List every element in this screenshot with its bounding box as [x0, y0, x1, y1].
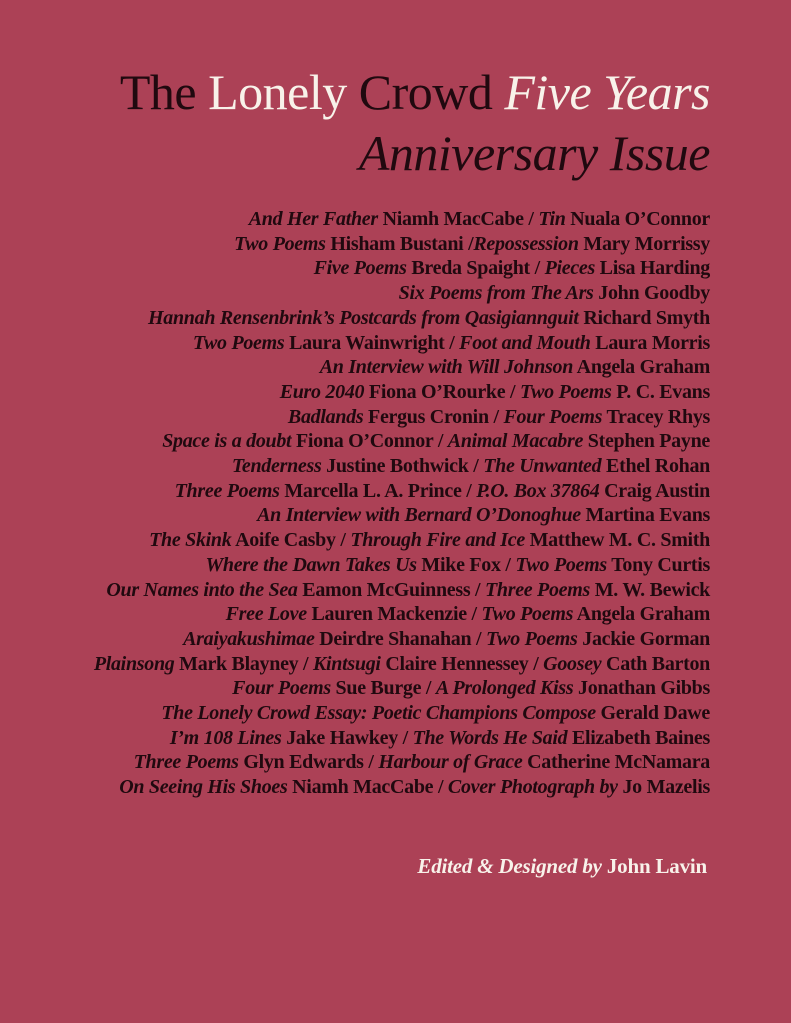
- toc-line: [20, 750, 710, 775]
- work-title: Euro 2040: [279, 380, 365, 403]
- work-title: Araiyakushimae: [183, 627, 315, 650]
- author-name: Stephen Payne: [583, 430, 710, 453]
- work-title: Where the Dawn Takes Us: [205, 553, 417, 576]
- author-name: Ethel Rohan: [601, 455, 710, 478]
- toc-line: [20, 701, 710, 726]
- author-name: P. C. Evans: [611, 380, 710, 403]
- toc-line: [20, 207, 710, 232]
- work-title: I’m 108 Lines: [169, 726, 282, 749]
- toc-line: [20, 405, 710, 430]
- toc-line: [20, 331, 710, 356]
- author-name: Matthew M. C. Smith: [524, 529, 710, 552]
- work-title: Four Poems: [232, 677, 331, 700]
- work-title: The Unwanted: [483, 455, 602, 478]
- work-title: Six Poems from The Ars: [398, 282, 594, 305]
- work-title: Three Poems: [484, 578, 590, 601]
- title-segment-italic: Five Years: [504, 64, 710, 120]
- author-name: Jonathan Gibbs: [573, 677, 710, 700]
- author-name: Sue Burge /: [330, 677, 436, 700]
- work-title: Animal Macabre: [447, 430, 584, 453]
- work-title: Two Poems: [515, 553, 607, 576]
- toc-line: [20, 256, 710, 281]
- author-name: Claire Hennessey /: [380, 652, 544, 675]
- author-name: Jo Mazelis: [617, 776, 710, 799]
- work-title: Tenderness: [231, 455, 322, 478]
- toc-line: [20, 553, 710, 578]
- author-name: Hisham Bustani /: [325, 232, 474, 255]
- author-name: Angela Graham: [573, 603, 710, 626]
- author-name: Laura Wainwright /: [284, 331, 460, 354]
- author-name: Aoife Casby /: [231, 529, 351, 552]
- work-title: Foot and Mouth: [459, 331, 591, 354]
- work-title: Cover Photograph by: [447, 776, 618, 799]
- toc-line: [20, 479, 710, 504]
- author-name: Tracey Rhys: [602, 405, 710, 428]
- author-name: Niamh MacCabe /: [377, 208, 539, 230]
- author-name: Fiona O’Rourke /: [364, 380, 520, 403]
- work-title: P.O. Box 37864: [476, 479, 600, 502]
- work-title: The Lonely Crowd Essay: Poetic Champions Compose: [161, 702, 596, 725]
- work-title: Badlands: [287, 405, 364, 428]
- toc-line: [20, 578, 710, 603]
- title-line-1: [0, 62, 710, 123]
- author-name: Gerald Dawe: [595, 702, 710, 725]
- work-title: Hannah Rensenbrink’s Postcards from Qasigiannguit: [148, 306, 579, 329]
- work-title: Harbour of Grace: [378, 751, 523, 774]
- work-title: Plainsong: [93, 652, 175, 675]
- author-name: Cath Barton: [601, 652, 710, 675]
- author-name: Fiona O’Connor /: [291, 430, 448, 453]
- author-name: John Goodby: [593, 282, 710, 305]
- toc-line: [20, 726, 710, 751]
- title-segment: Crowd: [358, 64, 505, 120]
- work-title: An Interview with Will Johnson: [319, 356, 574, 379]
- author-name: Breda Spaight /: [406, 257, 545, 280]
- author-name: Angela Graham: [573, 356, 710, 379]
- author-name: Jackie Gorman: [577, 627, 710, 650]
- work-title: Pieces: [544, 257, 595, 280]
- work-title: Three Poems: [174, 479, 280, 502]
- table-of-contents: [20, 207, 710, 800]
- work-title: Three Poems: [133, 751, 239, 774]
- credit-line: [0, 854, 707, 879]
- work-title: Tin: [538, 208, 566, 230]
- work-title: Two Poems: [519, 380, 612, 403]
- author-name: Tony Curtis: [606, 553, 710, 576]
- work-title: Space is a doubt: [162, 430, 292, 453]
- author-name: Deirdre Shanahan /: [314, 627, 486, 650]
- author-name: Richard Smyth: [578, 306, 710, 329]
- toc-line: [20, 380, 710, 405]
- cover-title: [0, 62, 710, 184]
- author-name: Niamh MacCabe /: [287, 776, 448, 799]
- work-title: On Seeing His Shoes: [119, 776, 288, 799]
- author-name: Nuala O’Connor: [565, 208, 710, 230]
- author-name: Marcella L. A. Prince /: [279, 479, 477, 502]
- toc-line: [20, 652, 710, 677]
- title-line-2: [0, 123, 710, 184]
- toc-line: [20, 306, 710, 331]
- author-name: Justine Bothwick /: [321, 455, 484, 478]
- title-segment: Lonely: [208, 64, 359, 120]
- toc-line: [20, 355, 710, 380]
- work-title: Two Poems: [234, 232, 326, 255]
- author-name: Catherine McNamara: [522, 751, 710, 774]
- author-name: Elizabeth Baines: [567, 726, 710, 749]
- work-title: An Interview with Bernard O’Donoghue: [257, 504, 581, 527]
- title-segment-italic: Anniversary Issue: [358, 125, 710, 181]
- work-title: Two Poems: [481, 603, 574, 626]
- work-title: Repossession: [473, 232, 579, 255]
- toc-line: [20, 232, 710, 257]
- toc-line: [20, 602, 710, 627]
- toc-line: [20, 281, 710, 306]
- work-title: A Prolonged Kiss: [435, 677, 574, 700]
- author-name: M. W. Bewick: [590, 578, 710, 601]
- author-name: Craig Austin: [599, 479, 710, 502]
- toc-line: [20, 454, 710, 479]
- work-title: Five Poems: [313, 257, 407, 280]
- author-name: Lauren Mackenzie /: [306, 603, 482, 626]
- toc-line: [20, 676, 710, 701]
- work-title: Two Poems: [192, 331, 285, 354]
- editor-name: John Lavin: [606, 854, 707, 878]
- author-name: Glyn Edwards /: [238, 751, 379, 774]
- author-name: Laura Morris: [590, 331, 710, 354]
- toc-line: [20, 503, 710, 528]
- author-name: Eamon McGuinness /: [297, 578, 485, 601]
- toc-line: [20, 528, 710, 553]
- toc-line: [20, 775, 710, 800]
- toc-line: [20, 429, 710, 454]
- author-name: Martina Evans: [580, 504, 710, 527]
- work-title: Free Love: [225, 603, 307, 626]
- work-title: Four Poems: [503, 405, 603, 428]
- work-title: Goosey: [543, 652, 602, 675]
- author-name: Mark Blayney /: [174, 652, 314, 675]
- toc-line: [20, 627, 710, 652]
- author-name: Mike Fox /: [416, 553, 516, 576]
- work-title: Through Fire and Ice: [350, 529, 525, 552]
- work-title: The Skink: [149, 529, 232, 552]
- author-name: Mary Morrissy: [578, 232, 710, 255]
- credit-label: Edited & Designed by: [417, 854, 607, 878]
- work-title: The Words He Said: [412, 726, 568, 749]
- work-title: Two Poems: [485, 627, 578, 650]
- author-name: Jake Hawkey /: [281, 726, 413, 749]
- author-name: Lisa Harding: [594, 257, 710, 280]
- author-name: Fergus Cronin /: [363, 405, 504, 428]
- work-title: Our Names into the Sea: [106, 578, 298, 601]
- work-title: And Her Father: [248, 208, 378, 230]
- title-segment: The: [119, 64, 209, 120]
- work-title: Kintsugi: [313, 652, 381, 675]
